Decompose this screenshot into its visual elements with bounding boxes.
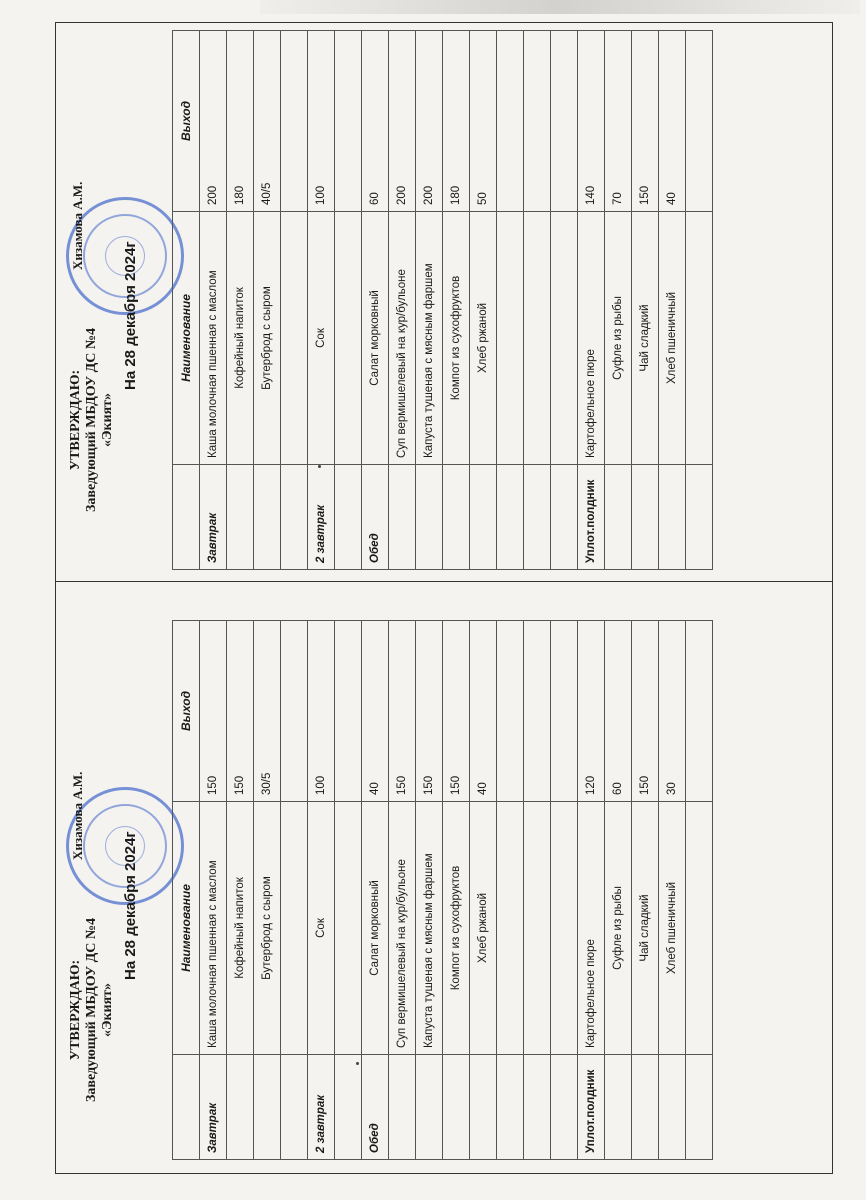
meal-cell bbox=[605, 465, 632, 570]
dish-name-cell bbox=[281, 212, 308, 465]
output-cell: 120 bbox=[578, 621, 605, 802]
meal-cell bbox=[227, 465, 254, 570]
dish-name-cell: Сок bbox=[308, 802, 335, 1055]
output-cell: 180 bbox=[443, 31, 470, 212]
output-cell: 140 bbox=[578, 31, 605, 212]
table-row bbox=[308, 31, 335, 570]
menu-date: На 28 декабря 2024г bbox=[122, 241, 139, 390]
menu-rows bbox=[200, 621, 713, 1160]
meal-cell bbox=[416, 465, 443, 570]
dish-name-cell bbox=[686, 212, 713, 465]
output-cell bbox=[281, 621, 308, 802]
dish-name-cell: Суфле из рыбы bbox=[605, 802, 632, 1055]
output-cell: 40 bbox=[362, 621, 389, 802]
meal-cell bbox=[470, 1055, 497, 1160]
menu-rows bbox=[200, 31, 713, 570]
meal-cell bbox=[389, 465, 416, 570]
menu-date: На 28 декабря 2024г bbox=[122, 831, 139, 980]
dish-name-cell: Суп вермишелевый на кур/бульоне bbox=[389, 802, 416, 1055]
output-cell bbox=[551, 31, 578, 212]
output-cell: 70 bbox=[605, 31, 632, 212]
table-row bbox=[524, 621, 551, 1160]
table-row bbox=[551, 31, 578, 570]
dish-name-cell bbox=[686, 802, 713, 1055]
output-cell: 200 bbox=[389, 31, 416, 212]
dish-name-cell: Компот из сухофруктов bbox=[443, 802, 470, 1055]
dish-name-cell bbox=[551, 802, 578, 1055]
output-cell: 40 bbox=[659, 31, 686, 212]
meal-cell bbox=[335, 1055, 362, 1160]
header-meal bbox=[173, 465, 200, 570]
table-row bbox=[551, 621, 578, 1160]
dish-name-cell: Каша молочная пшенная с маслом bbox=[200, 802, 227, 1055]
meal-cell bbox=[443, 1055, 470, 1160]
table-row bbox=[524, 31, 551, 570]
table-header-row bbox=[173, 621, 200, 1160]
signer-name: Хизамова А.М. bbox=[70, 771, 85, 860]
dish-name-cell: Кофейный напиток bbox=[227, 802, 254, 1055]
dish-name-cell: Бутерброд с сыром bbox=[254, 802, 281, 1055]
dish-name-cell: Картофельное пюре bbox=[578, 802, 605, 1055]
output-cell bbox=[686, 31, 713, 212]
table-row bbox=[200, 31, 227, 570]
dish-name-cell bbox=[335, 212, 362, 465]
meal-cell bbox=[389, 1055, 416, 1160]
meal-cell bbox=[443, 465, 470, 570]
table-row bbox=[362, 621, 389, 1160]
meal-cell bbox=[335, 465, 362, 570]
approval-title: УТВЕРЖДАЮ: bbox=[68, 369, 83, 471]
meal-cell bbox=[254, 1055, 281, 1160]
approval-position: Заведующий МБДОУ ДС №4 bbox=[84, 328, 99, 512]
approval-block bbox=[68, 290, 116, 550]
header-name: Наименование bbox=[173, 802, 200, 1055]
table-row bbox=[443, 621, 470, 1160]
table-row bbox=[578, 621, 605, 1160]
meal-cell bbox=[686, 1055, 713, 1160]
dish-name-cell bbox=[551, 212, 578, 465]
table-row bbox=[578, 31, 605, 570]
meal-cell bbox=[281, 1055, 308, 1160]
output-cell: 60 bbox=[362, 31, 389, 212]
output-cell bbox=[497, 621, 524, 802]
output-cell: 40 bbox=[470, 621, 497, 802]
table-row bbox=[254, 31, 281, 570]
dish-name-cell bbox=[497, 212, 524, 465]
table-row bbox=[281, 31, 308, 570]
output-cell bbox=[686, 621, 713, 802]
table-row bbox=[362, 31, 389, 570]
dish-name-cell: Чай сладкий bbox=[632, 802, 659, 1055]
output-cell: 40/5 bbox=[254, 31, 281, 212]
scan-noise bbox=[260, 0, 860, 14]
signer-name: Хизамова А.М. bbox=[70, 181, 85, 270]
approval-position: Заведующий МБДОУ ДС №4 bbox=[84, 918, 99, 1102]
approval-block bbox=[68, 880, 116, 1140]
menu-panel-younger bbox=[60, 620, 820, 1160]
header-name: Наименование bbox=[173, 212, 200, 465]
dish-name-cell: Хлеб ржаной bbox=[470, 802, 497, 1055]
output-cell: 200 bbox=[200, 31, 227, 212]
table-row bbox=[416, 31, 443, 570]
output-cell: 30 bbox=[659, 621, 686, 802]
output-cell: 150 bbox=[632, 621, 659, 802]
output-cell: 100 bbox=[308, 31, 335, 212]
dish-name-cell: Салат морковный bbox=[362, 212, 389, 465]
meal-cell bbox=[497, 465, 524, 570]
meal-cell: 2 завтрак bbox=[308, 465, 335, 570]
output-cell bbox=[551, 621, 578, 802]
table-row bbox=[227, 31, 254, 570]
table-row bbox=[605, 31, 632, 570]
table-row bbox=[227, 621, 254, 1160]
output-cell: 180 bbox=[227, 31, 254, 212]
menu-table bbox=[172, 620, 713, 1160]
meal-cell: Завтрак bbox=[200, 1055, 227, 1160]
meal-cell: Обед bbox=[362, 465, 389, 570]
output-cell: 150 bbox=[632, 31, 659, 212]
dish-name-cell: Сок bbox=[308, 212, 335, 465]
meal-cell bbox=[632, 1055, 659, 1160]
table-row bbox=[497, 31, 524, 570]
meal-cell: Завтрак bbox=[200, 465, 227, 570]
output-cell bbox=[524, 31, 551, 212]
meal-cell bbox=[227, 1055, 254, 1160]
table-row bbox=[254, 621, 281, 1160]
dish-name-cell: Кофейный напиток bbox=[227, 212, 254, 465]
dish-name-cell: Капуста тушеная с мясным фаршем bbox=[416, 212, 443, 465]
header-output: Выход bbox=[173, 31, 200, 212]
output-cell bbox=[281, 31, 308, 212]
table-header-row bbox=[173, 31, 200, 570]
dish-name-cell bbox=[524, 802, 551, 1055]
table-row bbox=[335, 31, 362, 570]
meal-cell bbox=[686, 465, 713, 570]
output-cell: 200 bbox=[416, 31, 443, 212]
dish-name-cell: Хлеб пшеничный bbox=[659, 802, 686, 1055]
panel-divider bbox=[55, 581, 833, 582]
table-row bbox=[389, 621, 416, 1160]
dish-name-cell: Компот из сухофруктов bbox=[443, 212, 470, 465]
header-meal bbox=[173, 1055, 200, 1160]
dish-name-cell: Картофельное пюре bbox=[578, 212, 605, 465]
table-row bbox=[470, 31, 497, 570]
dish-name-cell bbox=[524, 212, 551, 465]
meal-cell bbox=[605, 1055, 632, 1160]
menu-panel-older bbox=[60, 30, 820, 570]
approval-org: «Экият» bbox=[100, 392, 115, 448]
output-cell: 30/5 bbox=[254, 621, 281, 802]
dish-name-cell bbox=[281, 802, 308, 1055]
table-row bbox=[659, 621, 686, 1160]
dish-name-cell: Чай сладкий bbox=[632, 212, 659, 465]
output-cell bbox=[497, 31, 524, 212]
output-cell bbox=[524, 621, 551, 802]
table-row bbox=[470, 621, 497, 1160]
approval-org: «Экият» bbox=[100, 982, 115, 1038]
table-row bbox=[335, 621, 362, 1160]
table-row bbox=[632, 621, 659, 1160]
table-row bbox=[659, 31, 686, 570]
header-output: Выход bbox=[173, 621, 200, 802]
table-row bbox=[443, 31, 470, 570]
output-cell: 150 bbox=[389, 621, 416, 802]
meal-cell: 2 завтрак bbox=[308, 1055, 335, 1160]
meal-cell bbox=[416, 1055, 443, 1160]
meal-cell bbox=[281, 465, 308, 570]
menu-table bbox=[172, 30, 713, 570]
table-row bbox=[497, 621, 524, 1160]
meal-cell bbox=[632, 465, 659, 570]
output-cell bbox=[335, 621, 362, 802]
output-cell: 100 bbox=[308, 621, 335, 802]
output-cell: 60 bbox=[605, 621, 632, 802]
dish-name-cell: Капуста тушеная с мясным фаршем bbox=[416, 802, 443, 1055]
dish-name-cell: Бутерброд с сыром bbox=[254, 212, 281, 465]
meal-cell bbox=[551, 1055, 578, 1160]
meal-cell: Уплот.полдник bbox=[578, 1055, 605, 1160]
meal-cell bbox=[524, 465, 551, 570]
table-row bbox=[308, 621, 335, 1160]
table-row bbox=[389, 31, 416, 570]
output-cell: 150 bbox=[416, 621, 443, 802]
dish-name-cell: Суп вермишелевый на кур/бульоне bbox=[389, 212, 416, 465]
scan-speck bbox=[356, 1062, 359, 1065]
table-row bbox=[605, 621, 632, 1160]
meal-cell bbox=[254, 465, 281, 570]
dish-name-cell: Салат морковный bbox=[362, 802, 389, 1055]
dish-name-cell: Суфле из рыбы bbox=[605, 212, 632, 465]
table-row bbox=[416, 621, 443, 1160]
meal-cell bbox=[659, 1055, 686, 1160]
output-cell: 150 bbox=[227, 621, 254, 802]
scan-speck bbox=[318, 465, 321, 468]
meal-cell bbox=[551, 465, 578, 570]
output-cell: 150 bbox=[443, 621, 470, 802]
table-row bbox=[200, 621, 227, 1160]
dish-name-cell: Хлеб ржаной bbox=[470, 212, 497, 465]
output-cell bbox=[335, 31, 362, 212]
table-row bbox=[686, 621, 713, 1160]
output-cell: 150 bbox=[200, 621, 227, 802]
table-row bbox=[632, 31, 659, 570]
meal-cell bbox=[470, 465, 497, 570]
dish-name-cell: Каша молочная пшенная с маслом bbox=[200, 212, 227, 465]
meal-cell: Уплот.полдник bbox=[578, 465, 605, 570]
dish-name-cell: Хлеб пшеничный bbox=[659, 212, 686, 465]
dish-name-cell bbox=[335, 802, 362, 1055]
dish-name-cell bbox=[497, 802, 524, 1055]
table-row bbox=[686, 31, 713, 570]
approval-title: УТВЕРЖДАЮ: bbox=[68, 959, 83, 1061]
table-row bbox=[281, 621, 308, 1160]
meal-cell bbox=[497, 1055, 524, 1160]
meal-cell: Обед bbox=[362, 1055, 389, 1160]
meal-cell bbox=[524, 1055, 551, 1160]
output-cell: 50 bbox=[470, 31, 497, 212]
meal-cell bbox=[659, 465, 686, 570]
